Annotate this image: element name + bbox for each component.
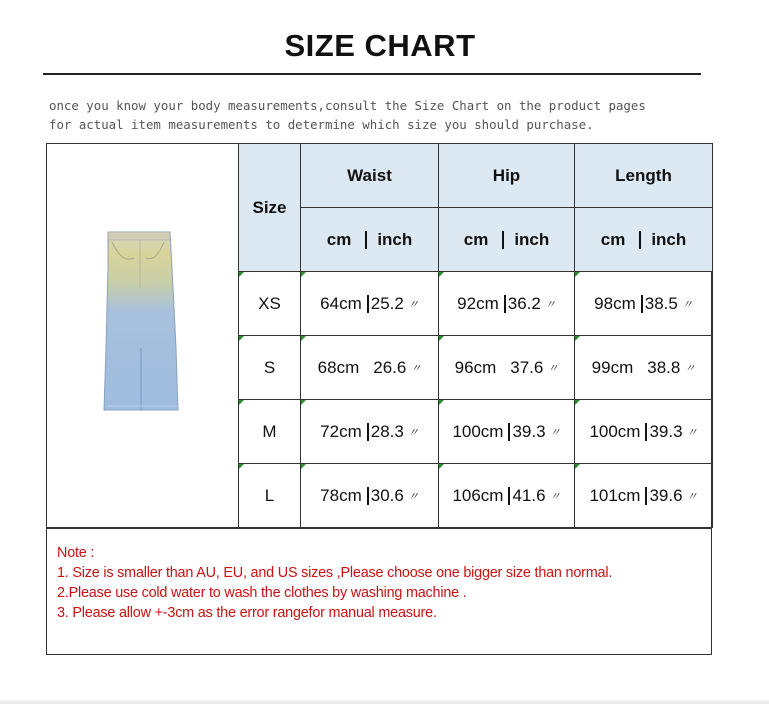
hip-inch: 39.3: [512, 421, 546, 441]
size-table: [238, 143, 713, 528]
note-line-3: 3. Please allow +-3cm as the error rangefor manual measure.: [57, 605, 437, 621]
hip-header: Hip: [439, 144, 575, 208]
page-title: SIZE CHART: [284, 28, 476, 63]
hip-units: [439, 208, 575, 272]
length-cell: [575, 400, 713, 464]
value-divider: [367, 295, 369, 313]
unit-cm: cm: [600, 229, 626, 249]
cell-marker: [301, 272, 306, 277]
unit-inch: inch: [651, 229, 687, 249]
cell-marker: [301, 336, 306, 341]
unit-divider: [365, 231, 367, 249]
inch-mark: 〃: [549, 490, 561, 503]
waist-cm: 68cm: [317, 357, 360, 377]
unit-cm: cm: [326, 229, 352, 249]
cell-marker: [575, 464, 580, 469]
cell-marker: [439, 272, 444, 277]
waist-cell: [301, 464, 439, 528]
length-cm: 98cm: [594, 293, 636, 313]
waist-cell: [301, 400, 439, 464]
cell-marker: [439, 400, 444, 405]
inch-mark: 〃: [684, 362, 696, 375]
inch-mark: 〃: [686, 426, 698, 439]
size-cell: [239, 464, 301, 528]
length-cell: [575, 272, 713, 336]
skirt-image: [98, 228, 184, 416]
waist-inch: 25.2: [370, 293, 404, 313]
unit-divider: [502, 231, 504, 249]
value-divider: [367, 423, 369, 441]
table-row: [239, 272, 713, 336]
waist-inch: 28.3: [370, 421, 404, 441]
hip-cell: [439, 464, 575, 528]
hip-cm: 92cm: [457, 293, 499, 313]
cell-marker: [575, 400, 580, 405]
waist-cell: [301, 272, 439, 336]
size-cell: [239, 336, 301, 400]
inch-mark: 〃: [544, 298, 556, 311]
inch-mark: 〃: [407, 426, 419, 439]
value-divider: [504, 295, 506, 313]
waist-cm: 78cm: [320, 485, 362, 505]
cell-marker: [439, 336, 444, 341]
hip-cell: [439, 272, 575, 336]
cell-marker: [301, 400, 306, 405]
unit-inch: inch: [514, 229, 550, 249]
table-row: [239, 336, 713, 400]
waist-inch: 30.6: [370, 485, 404, 505]
waist-cm: 72cm: [320, 421, 362, 441]
inch-mark: 〃: [547, 362, 559, 375]
size-cell: [239, 400, 301, 464]
size-label: L: [264, 485, 275, 505]
value-divider: [645, 423, 647, 441]
table-row: [239, 400, 713, 464]
value-divider: [508, 423, 510, 441]
unit-cm: cm: [463, 229, 489, 249]
intro-line-1: once you know your body measurements,consult the Size Chart on the product pages: [49, 98, 646, 113]
inch-mark: 〃: [681, 298, 693, 311]
cell-marker: [239, 272, 244, 277]
hip-cm: 106cm: [452, 485, 504, 505]
length-cm: 100cm: [589, 421, 641, 441]
waist-header: Waist: [301, 144, 439, 208]
inch-mark: 〃: [407, 490, 419, 503]
unit-divider: [639, 231, 641, 249]
size-cell: [239, 272, 301, 336]
length-cm: 99cm: [591, 357, 634, 377]
size-label: S: [263, 357, 276, 377]
cell-marker: [301, 464, 306, 469]
cell-marker: [439, 464, 444, 469]
length-cell: [575, 336, 713, 400]
hip-inch: 41.6: [512, 485, 546, 505]
inch-mark: 〃: [686, 490, 698, 503]
waist-inch: 26.6: [373, 357, 407, 377]
value-divider: [645, 487, 647, 505]
hip-cm: 100cm: [452, 421, 504, 441]
note-line-1: 1. Size is smaller than AU, EU, and US sizes ,Please choose one bigger size than normal.: [57, 565, 613, 581]
hip-inch: 37.6: [510, 357, 544, 377]
waist-cell: [301, 336, 439, 400]
length-inch: 39.6: [649, 485, 683, 505]
page-bottom-edge: [0, 700, 769, 704]
title-divider: [43, 73, 701, 75]
waist-units: [301, 208, 439, 272]
inch-mark: 〃: [549, 426, 561, 439]
intro-text: [49, 96, 646, 134]
cell-marker: [239, 400, 244, 405]
notes-section: [47, 528, 711, 654]
cell-marker: [575, 272, 580, 277]
size-column-header: Size: [239, 144, 301, 272]
inch-mark: 〃: [410, 362, 422, 375]
cell-marker: [239, 464, 244, 469]
length-cell: [575, 464, 713, 528]
notes-heading: Note :: [57, 545, 95, 561]
length-inch: 38.5: [644, 293, 678, 313]
value-divider: [641, 295, 643, 313]
table-row: [239, 464, 713, 528]
product-photo-cell: [46, 143, 239, 528]
length-inch: 39.3: [649, 421, 683, 441]
cell-marker: [239, 336, 244, 341]
hip-cm: 96cm: [454, 357, 497, 377]
length-inch: 38.8: [647, 357, 681, 377]
note-line-2: 2.Please use cold water to wash the clothes by washing machine .: [57, 585, 467, 601]
size-label: XS: [258, 293, 281, 313]
waist-cm: 64cm: [320, 293, 362, 313]
length-cm: 101cm: [589, 485, 641, 505]
hip-cell: [439, 400, 575, 464]
hip-inch: 36.2: [507, 293, 541, 313]
intro-line-2: for actual item measurements to determine which size you should purchase.: [49, 117, 594, 132]
value-divider: [508, 487, 510, 505]
size-label: M: [262, 421, 277, 441]
unit-inch: inch: [377, 229, 413, 249]
hip-cell: [439, 336, 575, 400]
value-divider: [367, 487, 369, 505]
length-units: [575, 208, 713, 272]
cell-marker: [575, 336, 580, 341]
length-header: Length: [575, 144, 713, 208]
inch-mark: 〃: [407, 298, 419, 311]
